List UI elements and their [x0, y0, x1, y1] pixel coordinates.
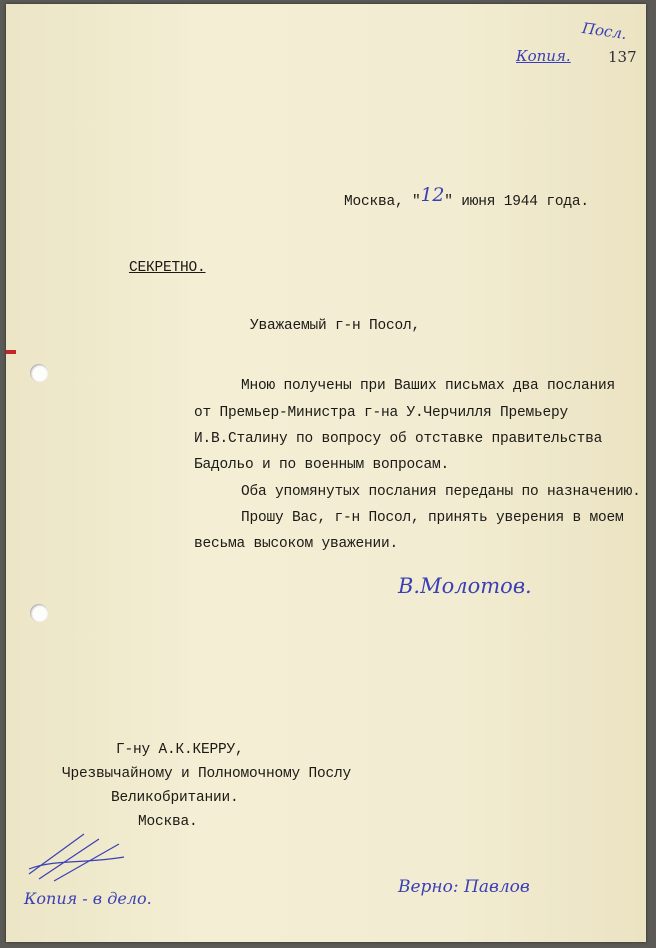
salutation: Уважаемый г-н Посол, [250, 318, 421, 334]
punch-hole-top [30, 364, 48, 382]
body-line-1: Мною получены при Ваших письмах два послания [241, 378, 616, 394]
date-line [344, 184, 589, 210]
addressee-line-2: Чрезвычайному и Полномочному Послу [62, 766, 352, 782]
classification-stamp: СЕКРЕТНО. [129, 260, 206, 276]
corner-copy-note: Копия. [516, 47, 571, 65]
red-margin-mark [6, 350, 16, 354]
punch-hole-bottom [30, 604, 48, 622]
folio-number: 137 [608, 48, 637, 66]
corner-posl-note: Посл. [580, 18, 628, 44]
body-line-6: Прошу Вас, г-н Посол, принять уверения в моем [241, 510, 624, 526]
date-prefix: Москва, " [344, 194, 421, 210]
signature-molotov: В.Молотов. [398, 574, 532, 598]
body-line-3: И.В.Сталину по вопросу об отставке правительства [194, 431, 603, 447]
verification-note: Верно: Павлов [398, 877, 530, 897]
body-line-5: Оба упомянутых послания переданы по назначению. [241, 484, 641, 500]
date-suffix: " июня 1944 года. [444, 194, 589, 210]
copy-to-file-note: Копия - в дело. [24, 889, 152, 908]
date-day-handwritten: 12 [420, 184, 445, 206]
addressee-line-4: Москва. [138, 814, 198, 830]
body-line-4: Бадольо и по военным вопросам. [194, 457, 450, 473]
body-line-2: от Премьер-Министра г-на У.Черчилля Премьеру [194, 405, 569, 421]
body-line-7: весьма высоком уважении. [194, 536, 399, 552]
copy-note-scribble [24, 829, 134, 889]
document-page [6, 4, 646, 942]
addressee-line-1: Г-ну А.К.КЕРРУ, [116, 742, 244, 758]
addressee-line-3: Великобритании. [111, 790, 239, 806]
